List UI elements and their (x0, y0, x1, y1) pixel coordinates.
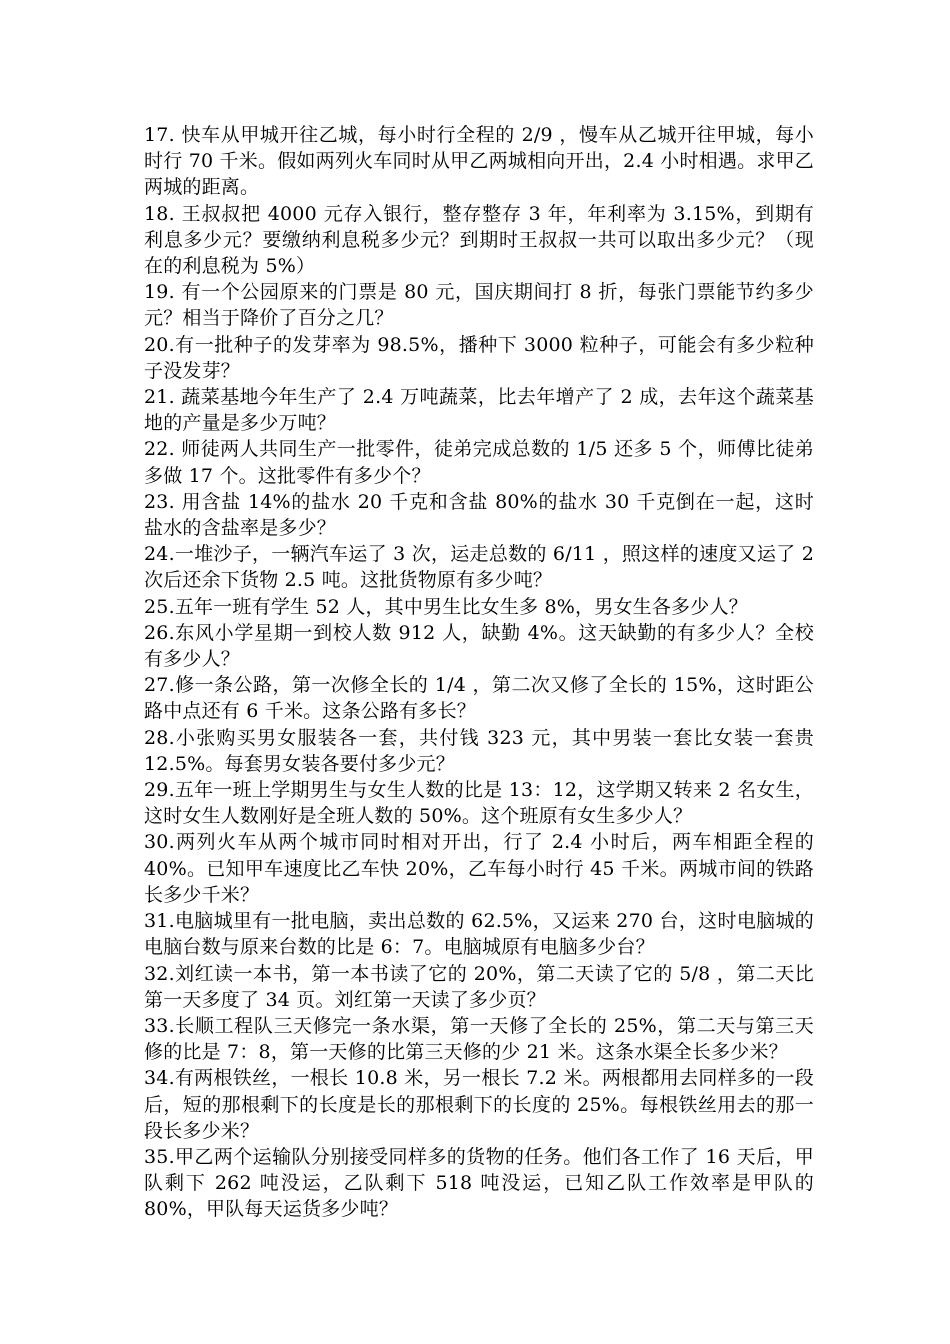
document-page (144, 122, 814, 1223)
problem-23: 23. 用含盐 14%的盐水 20 千克和含盐 80%的盐水 30 千克倒在一起，这时盐水的含盐率是多少？ (144, 490, 814, 540)
problem-31: 31.电脑城里有一批电脑，卖出总数的 62.5%，又运来 270 台，这时电脑城的电脑台数与原来台数的比是 6：7。电脑城原有电脑多少台？ (144, 910, 814, 959)
problem-35: 35.甲乙两个运输队分别接受同样多的货物的任务。他们各工作了 16 天后，甲队剩下 262 吨没运，乙队剩下 518 吨没运，已知乙队工作效率是甲队的 80%，甲队每天运货多少吨？ (144, 1145, 814, 1221)
problem-17: 17. 快车从甲城开往乙城，每小时行全程的 2/9 ，慢车从乙城开往甲城，每小时行 70 千米。假如两列火车同时从甲乙两城相向开出，2.4 小时相遇。求甲乙两城的距离。 (144, 124, 814, 199)
problem-32: 32.刘红读一本书，第一本书读了它的 20%，第二天读了它的 5/8 ，第二天比第一天多度了 34 页。刘红第一天读了多少页？ (144, 962, 814, 1011)
problem-18: 18. 王叔叔把 4000 元存入银行，整存整存 3 年，年利率为 3.15%，到期有利息多少元？要缴纳利息税多少元？到期时王叔叔一共可以取出多少元？（现在的利息税为 5%） (144, 202, 814, 278)
problem-21: 21. 蔬菜基地今年生产了 2.4 万吨蔬菜，比去年增产了 2 成，去年这个蔬菜基地的产量是多少万吨？ (144, 386, 814, 435)
problem-29: 29.五年一班上学期男生与女生人数的比是 13：12，这学期又转来 2 名女生，这时女生人数刚好是全班人数的 50%。这个班原有女生多少人？ (144, 779, 814, 828)
problem-24: 24.一堆沙子，一辆汽车运了 3 次，运走总数的 6/11 ，照这样的速度又运了 2 次后还余下货物 2.5 吨。这批货物原有多少吨？ (144, 543, 814, 592)
problem-20: 20.有一批种子的发芽率为 98.5%，播种下 3000 粒种子，可能会有多少粒种子没发芽？ (144, 333, 814, 382)
problem-19: 19. 有一个公园原来的门票是 80 元，国庆期间打 8 折，每张门票能节约多少元？相当于降价了百分之几？ (144, 281, 814, 330)
problem-28: 28.小张购买男女服装各一套，共付钱 323 元，其中男装一套比女装一套贵 12.5%。每套男女装各要付多少元？ (144, 726, 814, 775)
problem-34: 34.有两根铁丝，一根长 10.8 米，另一根长 7.2 米。两根都用去同样多的一段后，短的那根剩下的长度是长的那根剩下的长度的 25%。每根铁丝用去的那一段长多少米？ (144, 1067, 814, 1142)
problem-26: 26.东风小学星期一到校人数 912 人，缺勤 4%。这天缺勤的有多少人？全校有多少人？ (144, 621, 814, 671)
problem-30: 30.两列火车从两个城市同时相对开出，行了 2.4 小时后，两车相距全程的 40%。已知甲车速度比乙车快 20%，乙车每小时行 45 千米。两城市间的铁路长多少千米？ (144, 831, 814, 906)
problem-33: 33.长顺工程队三天修完一条水渠，第一天修了全长的 25%，第二天与第三天修的比是 7：8，第一天修的比第三天修的少 21 米。这条水渠全长多少米？ (144, 1014, 814, 1064)
problem-27: 27.修一条公路，第一次修全长的 1/4 ，第二次又修了全长的 15%，这时距公路中点还有 6 千米。这条公路有多长？ (144, 674, 814, 723)
problem-22: 22. 师徒两人共同生产一批零件，徒弟完成总数的 1/5 还多 5 个，师傅比徒弟多做 17 个。这批零件有多少个？ (144, 438, 814, 487)
problem-25: 25.五年一班有学生 52 人，其中男生比女生多 8%，男女生各多少人？ (144, 595, 748, 618)
